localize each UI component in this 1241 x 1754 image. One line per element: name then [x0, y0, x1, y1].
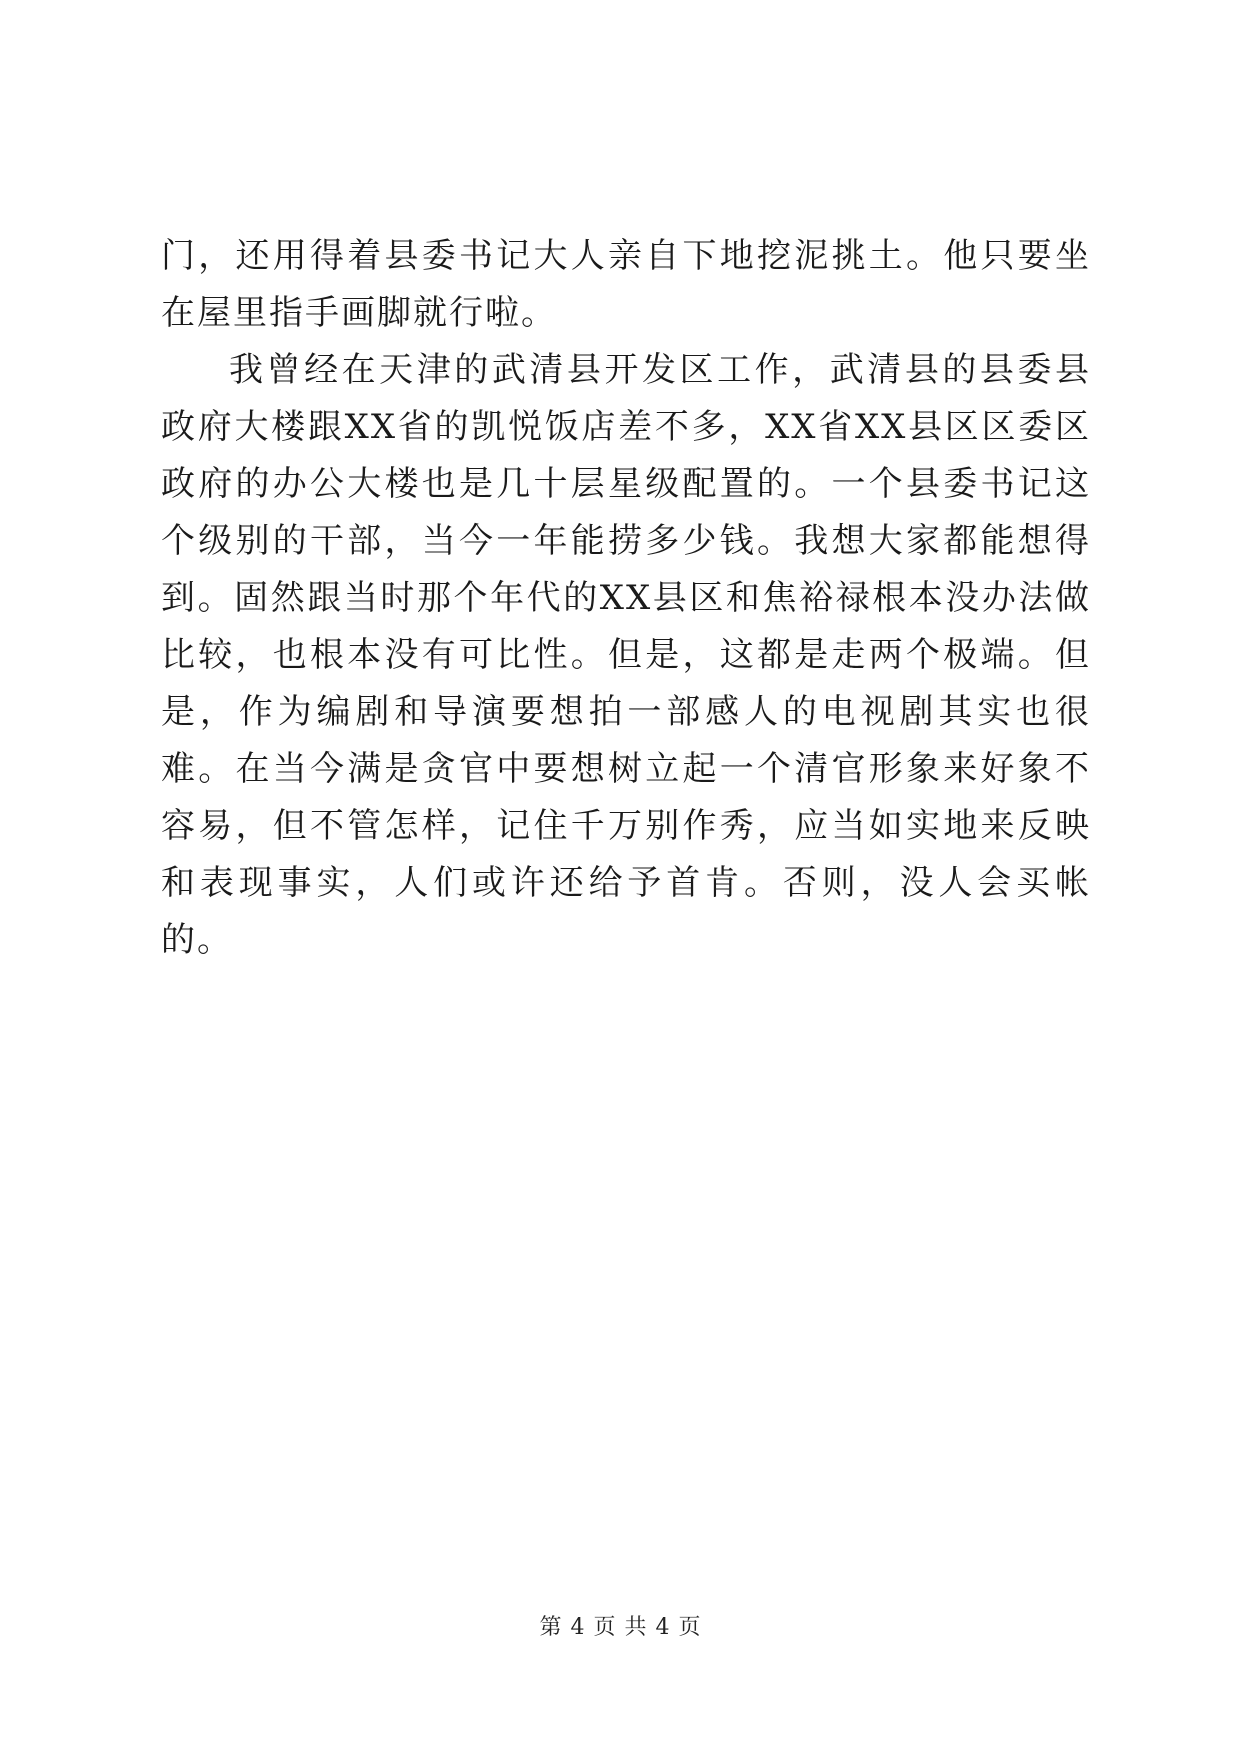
paragraph-continuation: 门，还用得着县委书记大人亲自下地挖泥挑土。他只要坐在屋里指手画脚就行啦。 — [161, 236, 1091, 333]
document-body — [161, 228, 1091, 969]
paragraph: 我曾经在天津的武清县开发区工作，武清县的县委县政府大楼跟XX省的凯悦饭店差不多，XX省XX县区区委区政府的办公大楼也是几十层星级配置的。一个县委书记这个级别的干部，当今一年能捞多少钱。我想大家都能想得到。固然跟当时那个年代的XX县区和焦裕禄根本没办法做比较，也根本没有可比性。但是，这都是走两个极端。但是，作为编剧和导演要想拍一部感人的电视剧其实也很难。在当今满是贪官中要想树立起一个清官形象来好象不容易，但不管怎样，记住千万别作秀，应当如实地来反映和表现事实，人们或许还给予首肯。否则，没人会买帐的。 — [161, 350, 1091, 960]
page-footer: 第 4 页 共 4 页 — [539, 1615, 702, 1640]
